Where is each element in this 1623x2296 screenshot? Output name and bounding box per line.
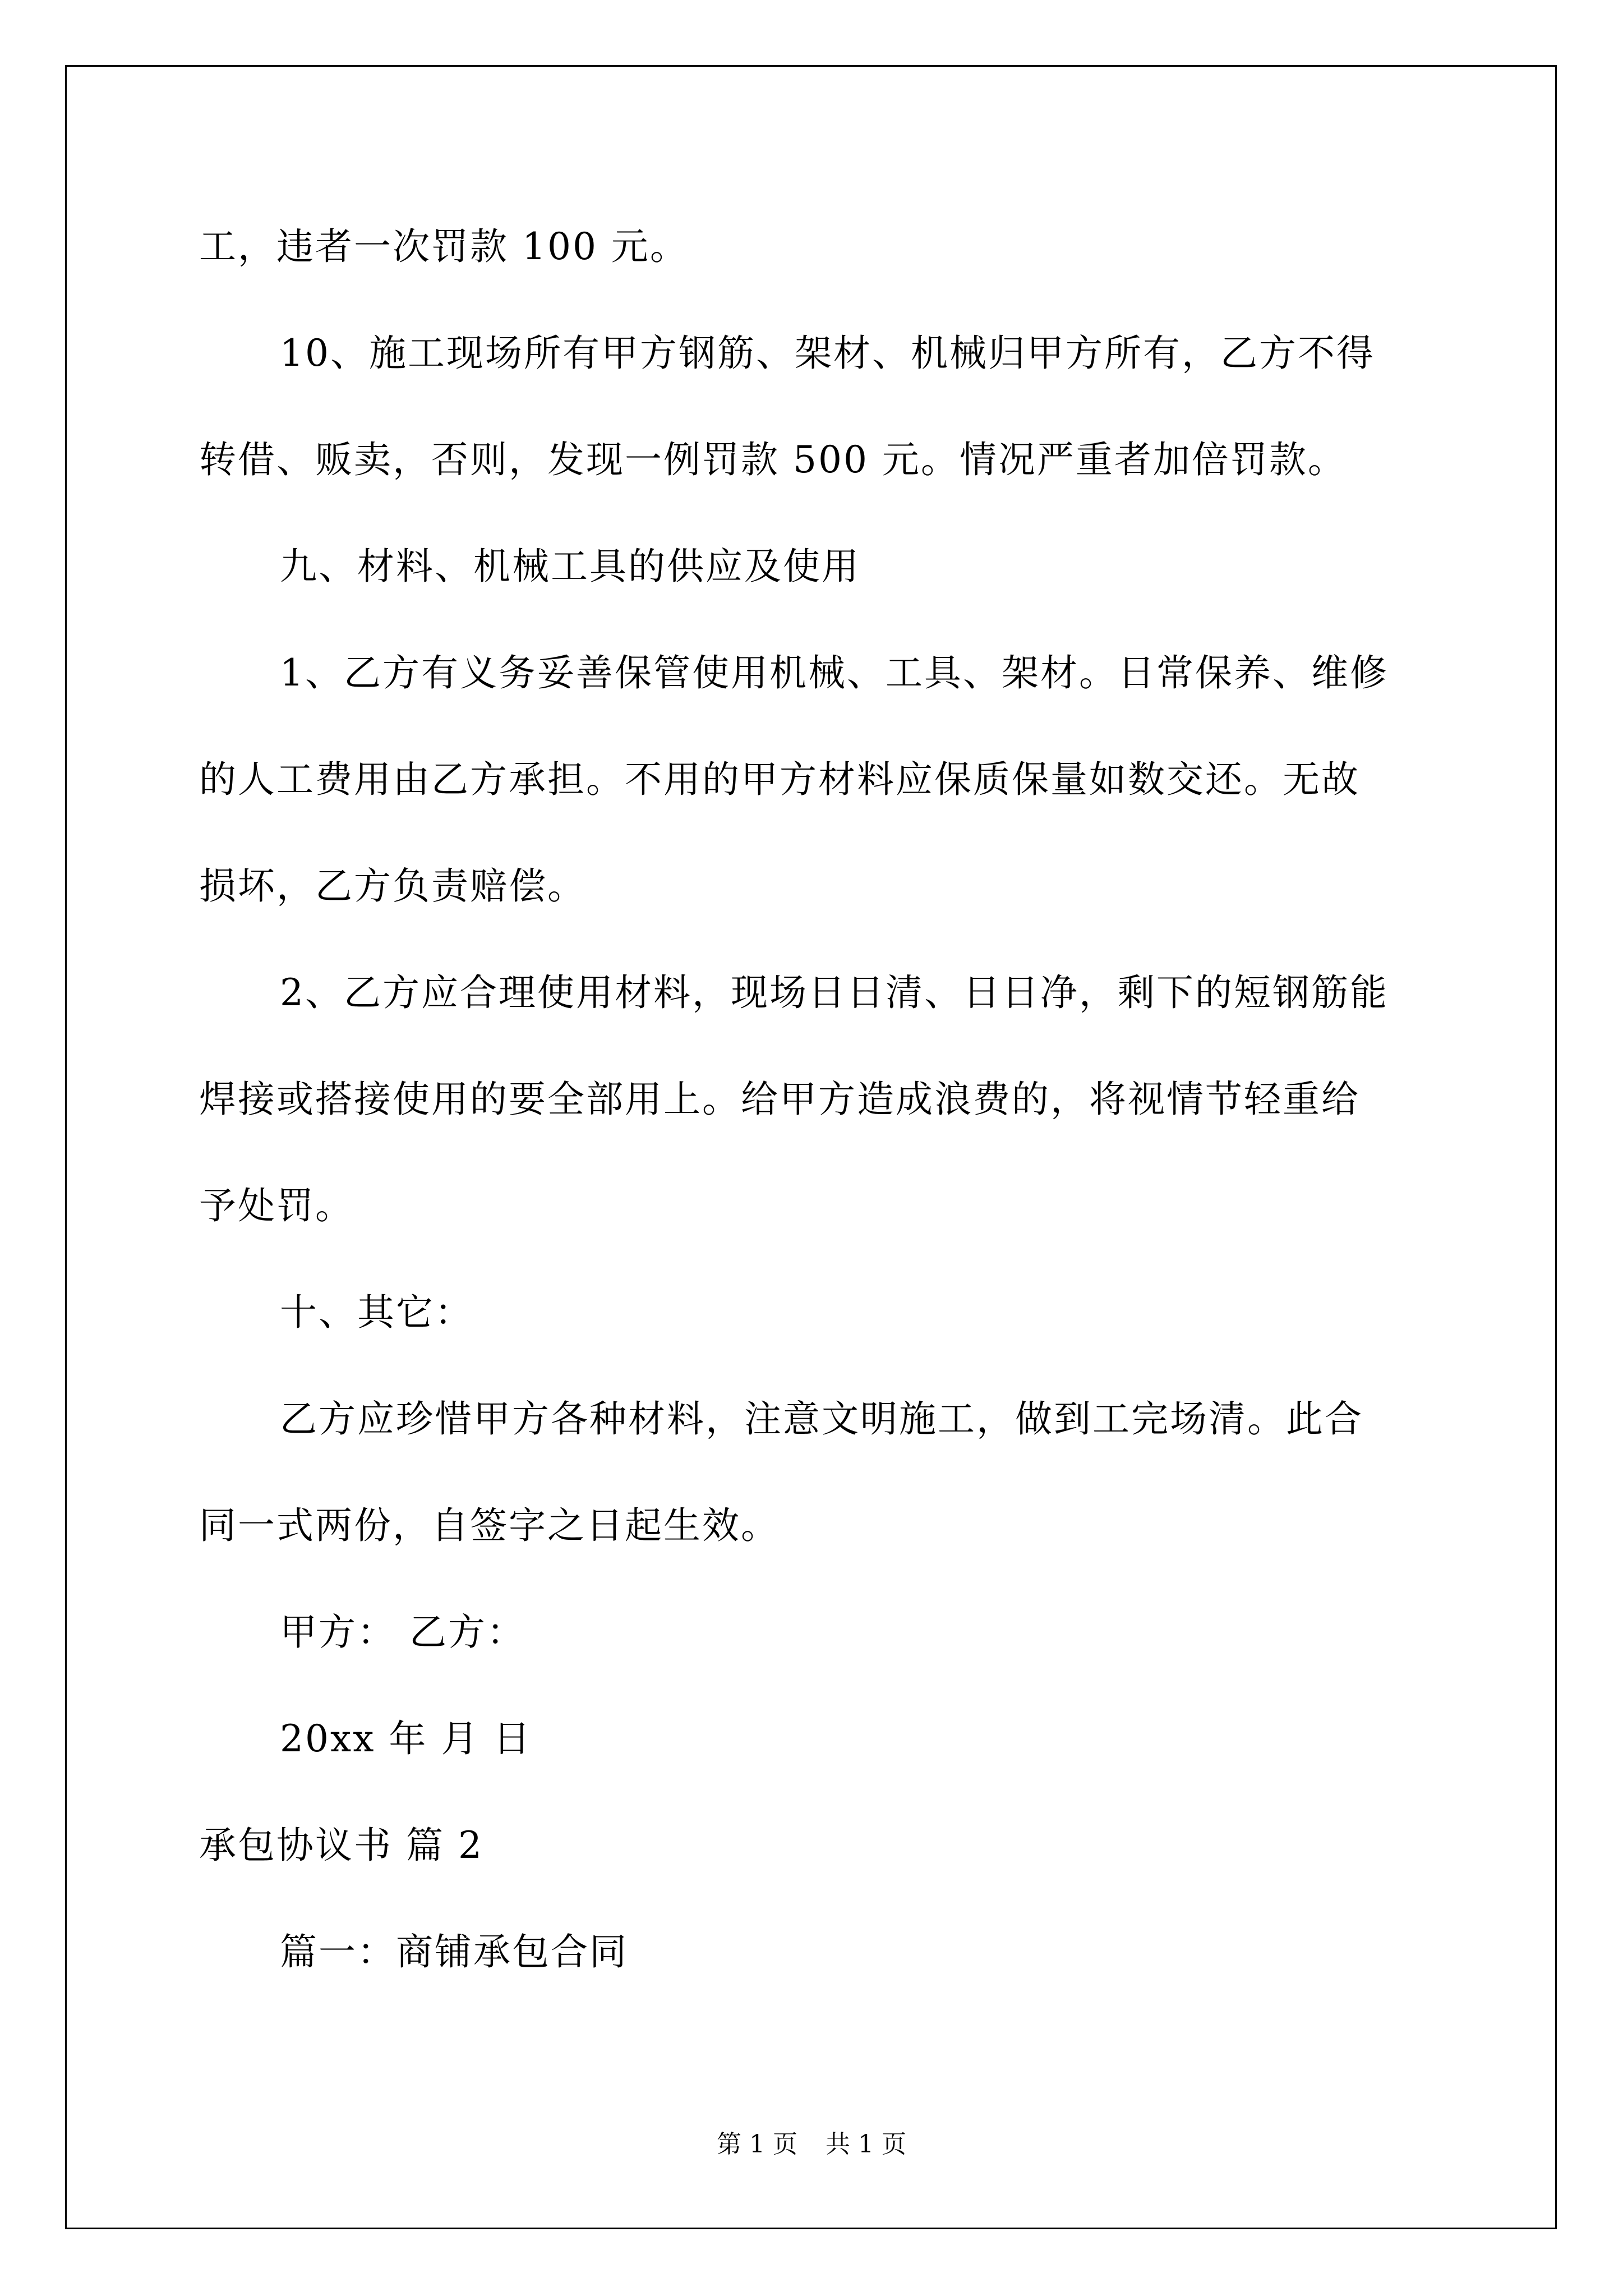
text-line: 转借、贩卖，否则，发现一例罚款 500 元。情况严重者加倍罚款。 — [199, 438, 1347, 481]
text-line: 2、乙方应合理使用材料，现场日日清、日日净，剩下的短钢筋能 — [280, 971, 1389, 1014]
text-line: 同一式两份，自签字之日起生效。 — [199, 1504, 780, 1547]
section-heading: 九、材料、机械工具的供应及使用 — [280, 545, 860, 588]
text-line: 焊接或搭接使用的要全部用上。给甲方造成浪费的，将视情节轻重给 — [199, 1078, 1360, 1121]
section-heading: 十、其它： — [280, 1291, 473, 1334]
page-footer — [0, 2129, 1623, 2160]
text-line: 1、乙方有义务妥善保管使用机械、工具、架材。日常保养、维修 — [280, 651, 1389, 694]
date-line: 20xx 年 月 日 — [280, 1717, 532, 1760]
text-line: 予处罚。 — [199, 1184, 354, 1227]
text-line: 乙方应珍惜甲方各种材料，注意文明施工，做到工完场清。此合 — [280, 1397, 1363, 1441]
page-border — [65, 65, 1557, 2229]
text-line: 损坏，乙方负责赔偿。 — [199, 864, 586, 908]
section-heading: 篇一：商铺承包合同 — [280, 1930, 628, 1973]
page-number-current: 第 1 页 — [717, 2130, 797, 2159]
signature-line: 甲方： 乙方： — [280, 1611, 525, 1654]
page-number-total: 共 1 页 — [826, 2130, 906, 2159]
text-line: 工，违者一次罚款 100 元。 — [199, 225, 689, 268]
document-title: 承包协议书 篇 2 — [199, 1824, 483, 1867]
text-line: 的人工费用由乙方承担。不用的甲方材料应保质保量如数交还。无故 — [199, 758, 1360, 801]
text-line: 10、施工现场所有甲方钢筋、架材、机械归甲方所有，乙方不得 — [280, 332, 1375, 375]
